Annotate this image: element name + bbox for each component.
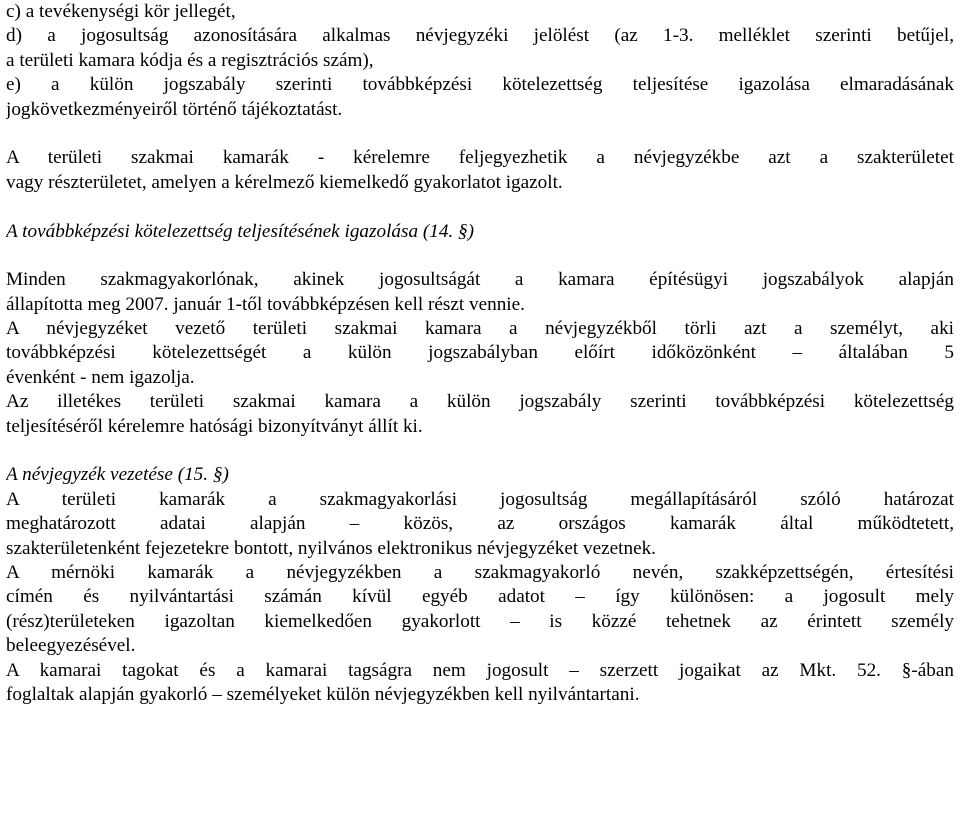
text-line: szakterületenként fejezetekre bontott, nyilvános elektronikus névjegyzéket vezetnek. [6,537,656,559]
text-line: (rész)területeken igazoltan kiemelkedően gyakorlott – is közzé tehetnek az érintett személy [6,610,954,632]
text-segment: -ában [911,659,954,681]
text-line: A területi kamarák a szakmagyakorlási jogosultság megállapításáról szóló határozat [6,488,954,510]
section-mark: § [458,220,468,242]
heading-text: A továbbképzési kötelezettség teljesítésének igazolása (14. [6,220,454,242]
paragraph-training [6,268,954,439]
text-line: címén és nyilvántartási számán kívül egyéb adatot – így különösen: a jogosult mely [6,586,954,608]
text-line: A névjegyzéket vezető területi szakmai kamara a névjegyzékből törli azt a személyt, aki [6,318,954,340]
text-line: A mérnöki kamarák a névjegyzékben a szakmagyakorló nevén, szakképzettségén, értesítési [6,561,954,583]
text-line: teljesítéséről kérelemre hatósági bizonyítványt állít ki. [6,415,423,437]
text-line: meghatározott adatai alapján – közös, az országos kamarák által működtetett, [6,513,954,535]
list-item-c: c) a tevékenységi kör jellegét, [6,1,236,22]
paragraph-registry [6,488,954,708]
section-mark: § [212,464,223,486]
paragraph-gap [6,439,954,463]
text-line: foglaltak alapján gyakorló – személyeket külön névjegyzékben kell nyilvántartani. [6,683,640,705]
text-line: Minden szakmagyakorlónak, akinek jogosultságát a kamara építésügyi jogszabályok alapján [6,269,954,291]
section-mark: § [901,659,912,681]
section-heading-registry [6,463,954,487]
paragraph-gap [6,122,954,146]
paragraph-specialty [6,146,954,195]
heading-text: A névjegyzék vezetése (15. [6,464,209,486]
heading-close: ) [222,464,229,486]
paragraph-gap [6,195,954,219]
text-line: továbbképzési kötelezettségét a külön jogszabályban előírt időközönként – általában 5 [6,342,954,364]
list-item-e-continued: jogkövetkezményeiről történő tájékoztatást. [6,98,343,120]
text-line: állapította meg 2007. január 1-től továbbképzésen kell részt vennie. [6,293,525,315]
text-line [6,659,954,683]
text-line: évenként - nem igazolja. [6,366,195,388]
text-segment: A kamarai tagokat és a kamarai tagságra nem jogosult – szerzett jogaikat az Mkt. 52. [6,659,881,681]
text-line: A területi szakmai kamarák - kérelemre feljegyezhetik a névjegyzékbe azt a szakterületet [6,147,954,169]
section-heading-training [6,220,954,244]
text-line: vagy részterületet, amelyen a kérelmező kiemelkedő gyakorlatot igazolt. [6,171,563,193]
list-items [6,0,954,122]
text-line: Az illetékes területi szakmai kamara a külön jogszabály szerinti továbbképzési kötelezettség [6,391,954,413]
list-item-d-continued: a területi kamara kódja és a regisztrációs szám), [6,49,374,71]
text-line: beleegyezésével. [6,635,136,657]
list-item-e: e) a külön jogszabály szerinti továbbképzési kötelezettség teljesítése igazolása elmaradásának [6,74,954,96]
paragraph-gap [6,244,954,268]
heading-close: ) [467,220,475,242]
list-item-d: d) a jogosultság azonosítására alkalmas névjegyzéki jelölést (az 1-3. melléklet szerinti betűjel, [6,25,954,47]
